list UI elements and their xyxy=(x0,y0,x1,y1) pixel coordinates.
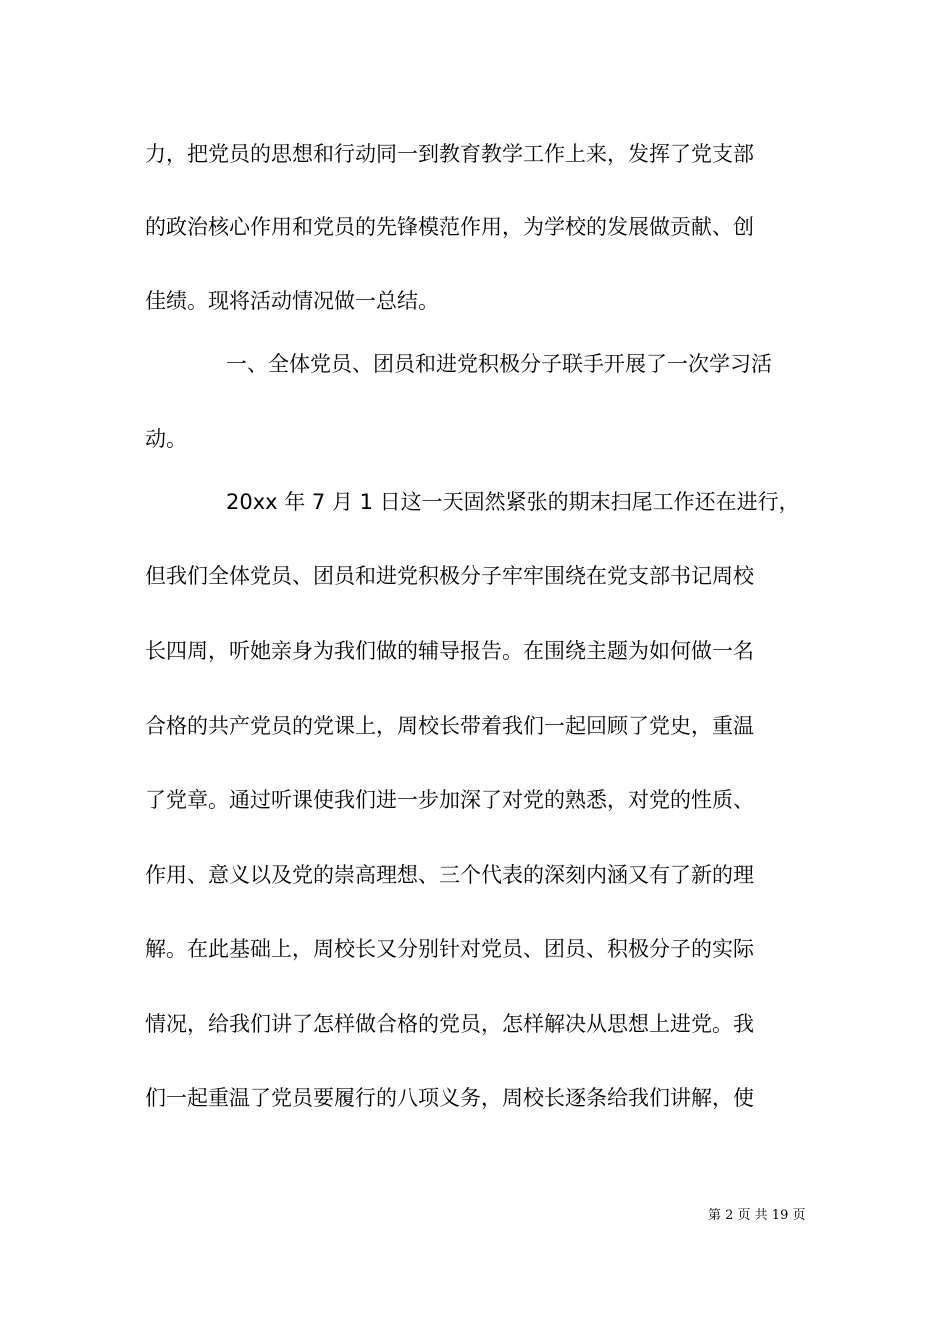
body-text-line: 合格的共产党员的党课上，周校长带着我们一起回顾了党史，重温 xyxy=(145,714,754,738)
body-text-line: 的政治核心作用和党员的先锋模范作用，为学校的发展做贡献、创 xyxy=(145,215,754,239)
body-text-line: 们一起重温了党员要履行的八项义务，周校长逐条给我们讲解，使 xyxy=(145,1086,754,1110)
body-text-line: 解。在此基础上，周校长又分别针对党员、团员、积极分子的实际 xyxy=(145,937,754,961)
body-text-line: 了党章。通过听课使我们进一步加深了对党的熟悉，对党的性质、 xyxy=(145,788,754,812)
body-text-line: 20xx 年 7 月 1 日这一天固然紧张的期末扫尾工作还在进行， xyxy=(226,490,800,514)
body-text-line: 佳绩。现将活动情况做一总结。 xyxy=(145,289,439,313)
body-text-line: 情况，给我们讲了怎样做合格的党员，怎样解决从思想上进党。我 xyxy=(145,1012,754,1036)
body-text-line: 但我们全体党员、团员和进党积极分子牢牢围绕在党支部书记周校 xyxy=(145,564,754,588)
section-heading-line: 动。 xyxy=(145,427,187,451)
body-text-line: 作用、意义以及党的崇高理想、三个代表的深刻内涵又有了新的理 xyxy=(145,863,754,887)
body-text-line: 长四周，听她亲身为我们做的辅导报告。在围绕主题为如何做一名 xyxy=(145,639,754,663)
section-heading-line: 一、全体党员、团员和进党积极分子联手开展了一次学习活 xyxy=(226,352,772,376)
page-number-footer: 第 2 页 共 19 页 xyxy=(708,1208,806,1223)
body-text-line: 力，把党员的思想和行动同一到教育教学工作上来，发挥了党支部 xyxy=(145,142,754,166)
